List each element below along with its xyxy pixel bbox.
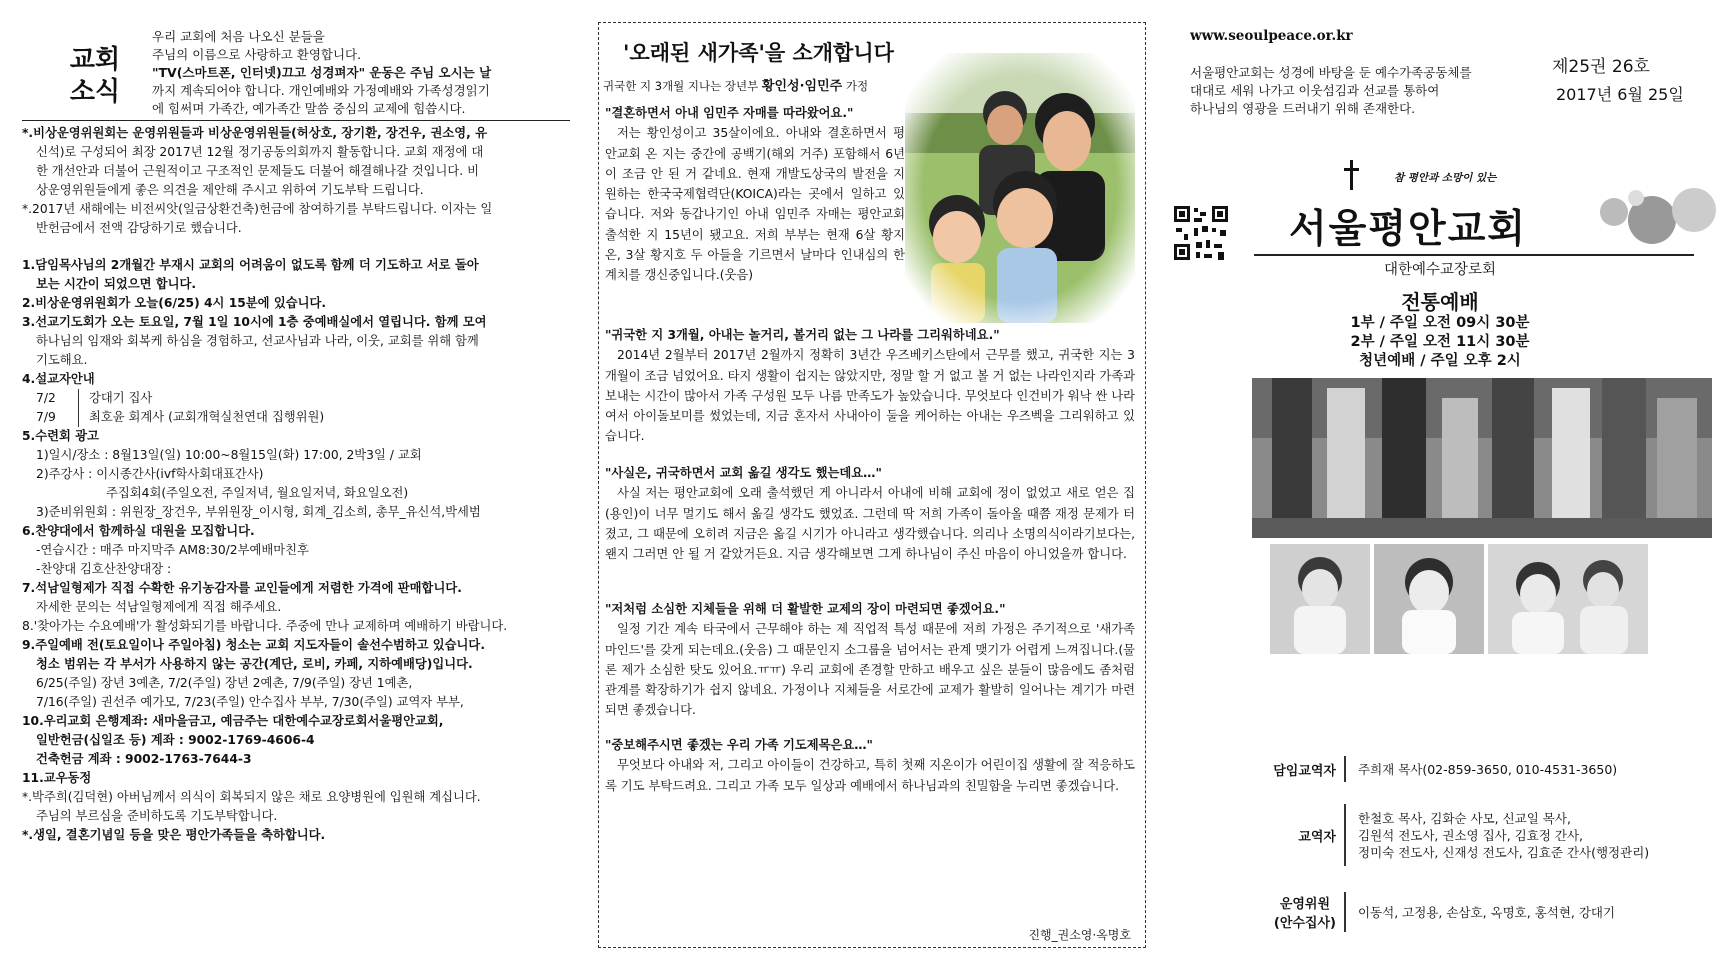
staff-name-line: 이동석, 고정용, 손삼호, 옥명호, 홍석현, 강대기 [1358, 904, 1616, 920]
list-item: 4.설교자안내 [22, 372, 95, 386]
issue-date: 2017년 6월 25일 [1556, 85, 1684, 104]
child-photo-image [1488, 544, 1648, 654]
issue-volume: 제25권 26호 [1552, 57, 1650, 77]
list-item: 건축헌금 계좌 : 9002-1763-7644-3 [36, 752, 252, 766]
qa-section-2 [605, 325, 1135, 447]
preacher-name: 최호윤 회계사 (교회개혁실천연대 집행위원) [89, 410, 325, 424]
section-title [60, 44, 130, 108]
preach-date: 7/2 [36, 389, 79, 408]
qa-question: "사실은, 귀국하면서 교회 옮길 생각도 했는데요…" [605, 466, 882, 480]
list-item: 8.'찾아가는 수요예배'가 활성화되기를 바랍니다. 주중에 만나 교제하며 예배하기 바랍니다. [22, 619, 508, 633]
worship-title: 전통예배 [1401, 290, 1479, 314]
note-line: 상운영위원들에게 좋은 의견을 제안해 주시고 위하여 기도부탁 드립니다. [36, 183, 424, 197]
list-item: 9.주일예배 전(토요일이나 주일아침) 청소는 교회 지도자들이 솔선수범하고 있습니다. [22, 638, 485, 652]
worship-time: 청년예배 / 주일 오후 2시 [1359, 353, 1521, 369]
list-item: *.박주희(김덕현) 아버님께서 의식이 회복되지 않은 채로 요양병원에 입원해 계십니다. [22, 790, 481, 804]
intro-line: 까지 계속되어야 합니다. 개인예배와 가정예배와 가족성경읽기 [152, 83, 490, 98]
note-line: 반헌금에서 전액 감당하기로 했습니다. [36, 221, 242, 235]
family-names: 황인성·임민주 [761, 79, 843, 94]
decorative-circles-icon [1584, 180, 1720, 250]
church-news-column [0, 0, 580, 959]
child-photo-1 [1270, 544, 1370, 654]
new-family-article [598, 22, 1146, 948]
committee-notes [22, 124, 570, 238]
qa-question: "귀국한 지 3개월, 아내는 놀거리, 볼거리 없는 그 나라를 그리워하네요." [605, 328, 1000, 342]
list-item: 2.비상운영위원회가 오늘(6/25) 4시 15분에 있습니다. [22, 296, 327, 310]
subtitle-text: 가정 [842, 79, 869, 93]
list-item: *.생일, 결혼기념일 등을 맞은 평안가족들을 축하합니다. [22, 828, 326, 842]
intro-line: "TV(스마트폰, 인터넷)끄고 성경펴자" 운동은 주님 오시는 날 [152, 65, 492, 80]
congregation-photo [1252, 378, 1712, 538]
list-item: 5.수련회 광고 [22, 429, 99, 443]
mission-line: 대대로 세워 나가고 이웃섬김과 선교를 통하여 [1190, 83, 1440, 98]
note-line: 신석)로 구성되어 최장 2017년 12월 정기공동의회까지 활동합니다. 교회 재정에 대 [36, 145, 484, 159]
staff-row [1256, 756, 1706, 782]
preacher-name: 강대기 집사 [89, 391, 153, 405]
staff-role: 담임교역자 [1256, 756, 1346, 782]
list-item: 청소 범위는 각 부서가 사용하지 않는 공간(계단, 로비, 카페, 지하예배당)입니다. [36, 657, 473, 671]
staff-row [1256, 892, 1706, 932]
title-line-2: 소식 [69, 77, 121, 107]
list-item: 2)주강사 : 이시종간사(ivf학사회대표간사) [36, 467, 264, 481]
qa-question: "저처럼 소심한 지체들을 위해 더 활발한 교제의 장이 마련되면 좋겠어요." [605, 602, 1006, 616]
intro-line: 에 힘써며 가족간, 예가족간 말씀 중심의 교제에 힘씁시다. [152, 101, 466, 116]
qa-section-3 [605, 463, 1135, 564]
child-photo-image [1374, 544, 1484, 654]
staff-names [1346, 804, 1649, 866]
note-line: *.비상운영위원회는 운영위원들과 비상운영위원들(허상호, 장기환, 장건우, 권소영, 유 [22, 126, 487, 140]
qa-section-5 [605, 735, 1135, 796]
logo-underline [1254, 254, 1694, 256]
mission-line: 서울평안교회는 성경에 바탕을 둔 예수가족공동체를 [1190, 65, 1472, 80]
worship-time: 1부 / 주일 오전 09시 30분 [1350, 315, 1530, 331]
tagline: 참 평안과 소망이 있는 [1394, 172, 1497, 184]
staff-name-line: 정미숙 전도사, 신재성 전도사, 김효준 간사(행정관리) [1358, 844, 1650, 860]
mission-line: 하나님의 영광을 드러내기 위해 존재한다. [1190, 101, 1416, 116]
welcome-intro [152, 28, 562, 118]
qa-answer: 저는 황인성이고 35살이에요. 아내와 결혼하면서 평안교회 온 지는 중간에 공백기(해외 거주) 포함해서 6년이 조금 안 된 거 같네요. 현재 개발도상국의 발전을 지원하는 한국국제협력단(KOICA)라는 곳에서 일하고 있습니다. 저와 동갑나기인 아내 임민주 자매는 평안교회 출석한 지 15년이 됐고요. 저희 부부는 현재 6살 황지온, 3살 황지호 두 아들을 기르면서 날마다 인내심의 한계치를 갱신중입니다.(웃음) [605, 126, 905, 283]
cross-icon [1342, 160, 1362, 190]
mission-statement [1190, 64, 1520, 118]
staff-role: 교역자 [1256, 804, 1346, 866]
preacher-row [22, 408, 570, 427]
staff-name-line: 주희재 목사(02-859-3650, 010-4531-3650) [1358, 761, 1618, 777]
qa-section-4 [605, 599, 1135, 721]
staff-name-line: 한철호 목사, 김화순 사모, 신교일 목사, [1358, 810, 1571, 826]
list-item: 10.우리교회 은행계좌: 새마을금고, 예금주는 대한예수교장로회서울평안교회, [22, 714, 444, 728]
list-item: 6.찬양대에서 함께하실 대원을 모집합니다. [22, 524, 255, 538]
list-item: 1)일시/장소 : 8월13일(일) 10:00~8월15일(화) 17:00, 2박3일 / 교회 [36, 448, 422, 462]
list-item: 주집회4회(주일오전, 주일저녁, 월요일저녁, 화요일오전) [106, 486, 409, 500]
qa-answer: 일정 기간 계속 타국에서 근무해야 하는 제 직업적 특성 때문에 저희 가정은 주기적으로 '새가족 마인드'를 갖게 되는데요.(웃음) 그 때문인지 소그룹을 넘어서는 관계 맺기가 어렵게 느껴집니다.(물론 제가 소심한 탓도 있어요.ㅠㅠ) 우리 교회에 존경할 만하고 배우고 싶은 분들이 많음에도 좀처럼 관계를 확장하기가 쉽지 않네요. 가정이나 지체들을 서로간에 교제가 활발히 일어나는 계기가 마련되면 좋겠습니다. [605, 622, 1135, 718]
subtitle-text: 귀국한 지 3개월 지나는 장년부 [603, 79, 762, 93]
church-name: 서울평안교회 [1289, 207, 1528, 252]
list-item: -찬양대 김호산찬양대장 : [36, 562, 172, 576]
list-item: 11.교우동정 [22, 771, 92, 785]
note-line: 한 개선안과 더불어 근원적이고 구조적인 문제들도 더불어 해결해나갈 것입니다. 비 [36, 164, 479, 178]
list-item: 7.석남일형제가 직접 수확한 유기농감자를 교인들에게 저렴한 가격에 판매합니다. [22, 581, 462, 595]
note-line: *.2017년 새해에는 비전씨앗(일금상환건축)헌금에 참여하기를 부탁드립니다. 이자는 일 [22, 202, 493, 216]
list-item: 자세한 문의는 석남일형제에게 직접 해주세요. [36, 600, 282, 614]
child-photo-3 [1488, 544, 1648, 654]
intro-line: 주님의 이름으로 사랑하고 환영합니다. [152, 47, 362, 62]
list-item: -연습시간 : 매주 마지막주 AM8:30/2부예배마친후 [36, 543, 309, 557]
list-item: 기도해요. [36, 353, 88, 367]
article-credit: 진행_권소영·옥명호 [1028, 928, 1131, 942]
preach-date: 7/9 [36, 408, 79, 427]
qa-section-1 [605, 103, 1135, 286]
staff-role: 운영위원 (안수집사) [1256, 892, 1346, 932]
qa-answer: 무엇보다 아내와 저, 그리고 아이들이 건강하고, 특히 첫째 지온이가 어린이집 생활에 잘 적응하도록 기도 부탁드려요. 그리고 가족 모두 일상과 예배에서 하나님과의 친밀함을 누리면 좋겠습니다. [605, 758, 1135, 793]
list-item: 1.담임목사님의 2개월간 부재시 교회의 어려움이 없도록 함께 더 기도하고 서로 돌아 [22, 258, 479, 272]
child-photo-2 [1374, 544, 1484, 654]
intro-line: 우리 교회에 처음 나오신 분들을 [152, 29, 325, 44]
announcements-list [22, 256, 570, 845]
list-item: 7/16(주일) 권선주 예가모, 7/23(주일) 안수집사 부부, 7/30(주일) 교역자 부부, [36, 695, 464, 709]
qa-answer: 2014년 2월부터 2017년 2월까지 정확히 3년간 우즈베키스탄에서 근무를 했고, 귀국한 지는 3개월이 조금 넘었어요. 타지 생활이 쉽지는 않았지만, 정말 할 거 없고 볼 거 없는 나라인지라 가족과 보내는 시간이 많아서 가족 구성원 모두 나름 만족도가 높았습니다. 무엇보다 인건비가 워낙 싼 나라여서 아이돌보미를 썼었는데, 지금 혼자서 사내아이 둘을 케어하는 아내는 우즈벡을 그리워하고 있습니다. [605, 348, 1135, 444]
website-link[interactable]: www.seoulpeace.or.kr [1190, 28, 1353, 44]
staff-name-line: 김원석 전도사, 권소영 집사, 김효정 간사, [1358, 827, 1583, 843]
list-item: 일반헌금(십일조 등) 계좌 : 9002-1769-4606-4 [36, 733, 315, 747]
title-line-1: 교회 [69, 45, 121, 75]
article-subtitle [603, 75, 868, 94]
qa-question: "중보해주시면 좋겠는 우리 가족 기도제목은요…" [605, 738, 873, 752]
divider [22, 120, 570, 121]
cover-column [1160, 0, 1720, 959]
list-item: 6/25(주일) 장년 3예촌, 7/2(주일) 장년 2예촌, 7/9(주일) 장년 1예촌, [36, 676, 413, 690]
worship-times [1160, 314, 1720, 371]
qa-question: "결혼하면서 아내 임민주 자매를 따라왔어요." [605, 106, 854, 120]
list-item: 주님의 부르심을 준비하도록 기도부탁합니다. [36, 809, 278, 823]
worship-time: 2부 / 주일 오전 11시 30분 [1350, 334, 1530, 350]
child-photo-image [1270, 544, 1370, 654]
list-item: 보는 시간이 되었으면 합니다. [36, 277, 197, 291]
denomination: 대한예수교장로회 [1383, 262, 1497, 278]
list-item: 3)준비위원회 : 위원장_장건우, 부위원장_이시형, 회계_김소희, 총무_유신석,박세범 [36, 505, 481, 519]
qa-answer: 사실 저는 평안교회에 오래 출석했던 게 아니라서 아내에 비해 교회에 정이 없었고 새로 얻은 집(용인)이 너무 멀기도 해서 옮길 생각도 했었죠. 그런데 딱 저희 가족이 돌아올 때쯤 재정 문제가 터졌고, 그 때문에 오히려 지금은 옮길 시기가 아니라고 생각했습니다. 의리나 소명의식이라기보다는, 왠지 그러면 안 될 거 같았거든요. 지금 생각해보면 그게 하나님이 주신 마음이 아니었을까 합니다. [605, 486, 1135, 562]
qr-code-icon [1172, 204, 1230, 262]
staff-names [1346, 756, 1617, 782]
preacher-row [22, 389, 570, 408]
congregation-photo-image [1252, 378, 1712, 538]
staff-names [1346, 892, 1615, 932]
list-item: 하나님의 임재와 회복케 하심을 경험하고, 선교사님과 나라, 이웃, 교회를 위해 함께 [36, 334, 479, 348]
list-item: 3.선교기도회가 오는 토요일, 7월 1일 10시에 1층 중예배실에서 열립니다. 함께 모여 [22, 315, 487, 329]
article-title: '오래된 새가족'을 소개합니다 [623, 41, 894, 65]
staff-row [1256, 804, 1706, 866]
